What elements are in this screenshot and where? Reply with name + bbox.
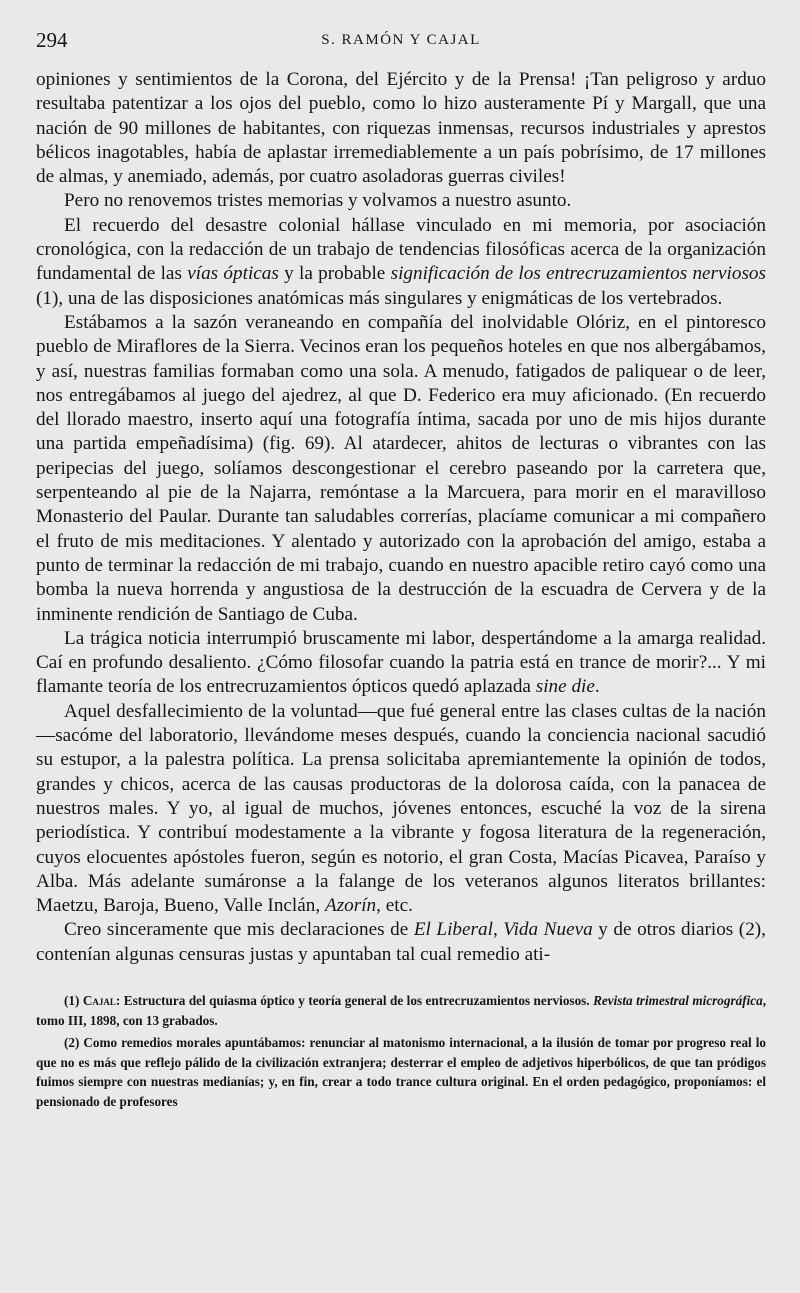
paragraph-6 — [36, 700, 766, 919]
footnote-1-text: Estructura del quiasma óptico y teoría general de los entrecruzamientos nerviosos. — [120, 992, 594, 1008]
paragraph-5-text-a: La trágica noticia interrumpió bruscamente mi labor, despertándome a la amarga realidad. Caí en profundo desaliento. ¿Cómo filosofar cuando la patria está en trance de morir?... Y mi flamante teoría de los entrecruzamientos ópticos quedó aplazada — [36, 627, 766, 698]
name-azorin: Azorín — [324, 895, 377, 917]
footnote-1-journal: Revista trimestral micrográfica — [593, 992, 763, 1008]
paragraph-7-text-c: y de otros diarios (2), contenían algunas censuras justas y apuntaban tal cual remedio ati- — [36, 919, 766, 965]
paragraph-7-text-b: , — [492, 919, 504, 941]
title-vida-nueva: Vida Nueva — [503, 919, 593, 941]
running-head: S. RAMÓN Y CAJAL — [321, 32, 481, 48]
footnotes — [36, 991, 766, 1112]
term-entrecruzamientos: significación de los entrecruzamientos nerviosos — [390, 263, 766, 285]
paragraph-3-text-c: (1), una de las disposiciones anatómicas más singulares y enigmáticas de los vertebrados. — [36, 287, 723, 309]
paragraph-6-text: Aquel desfallecimiento de la voluntad—que fué general entre las clases cultas de la nación—sacóme del laboratorio, llevándome meses después, cuando la conciencia nacional sacudió su estupor, a la palestra política. La prensa solicitaba apremiantemente la opinión de todos, grandes y chicos, acerca de las causas productoras de la dolorosa caída, con la panacea de nuestros males. Y yo, al igual de muchos, jóvenes entonces, escuché la voz de la sirena periodística. Y contribuí modestamente a la vibrante y fogosa literatura de la regeneración, cuyos elocuentes apóstoles fueron, según es notorio, el gran Costa, Macías Picavea, Paraíso y Alba. Más adelante sumáronse a la falange de los veteranos algunos literatos brillantes: Maetzu, Baroja, Bueno, Valle Inclán, — [36, 700, 766, 917]
paragraph-6-end: , etc. — [376, 895, 413, 917]
footnote-1-author: Cajal: — [82, 992, 121, 1008]
term-vias-opticas: vías ópticas — [187, 263, 279, 285]
paragraph-4: Estábamos a la sazón veraneando en compañía del inolvidable Olóriz, en el pintoresco pueblo de Miraflores de la Sierra. Vecinos eran los pequeños hoteles en que nos albergábamos, y así, nuestras familias formaban como una sola. A menudo, fatigados de paliquear o de leer, nos entregábamos al juego del ajedrez, al que D. Federico era muy aficionado. (En recuerdo del llorado maestro, inserto aquí una fotografía íntima, sacada por uno de mis hijos durante una partida empeñadísima) (fig. 69). Al atardecer, ahitos de lecturas o vibrantes con las peripecias del juego, solíamos descongestionar el cerebro paseando por la carretera que, serpenteando al pie de la Najarra, remóntase a la Marcuera, para morir en el maravilloso Monasterio del Paular. Durante tan saludables correrías, placíame comunicar a mi compañero el fruto de mis meditaciones. Y alentado y autorizado con la aprobación del amigo, estaba a punto de terminar la redacción de mi trabajo, cuando en nuestro apacible retiro cayó como una bomba la nueva horrenda y angustiosa de la destrucción de la escuadra de Cervera y de la inminente rendición de Santiago de Cuba. — [36, 311, 766, 625]
paragraph-2: Pero no renovemos tristes memorias y volvamos a nuestro asunto. — [64, 190, 572, 212]
term-sine-die: sine die — [535, 676, 595, 698]
paragraph-3-text-a: El recuerdo del desastre colonial hállase vinculado en mi memoria, por asociación cronológica, con la redacción de un trabajo de tendencias filosóficas acerca de la organización fundamental de las — [36, 214, 766, 285]
footnote-1 — [36, 991, 766, 1030]
title-el-liberal: El Liberal — [413, 919, 493, 941]
paragraph-5 — [36, 627, 766, 700]
paragraph-5-text-b: . — [594, 676, 600, 698]
paragraph-7 — [36, 918, 766, 967]
paragraph-3 — [36, 214, 766, 311]
paragraph-1: opiniones y sentimientos de la Corona, del Ejército y de la Prensa! ¡Tan peligroso y arduo resultaba patentizar a los ojos del pueblo, como lo hizo austeramente Pí y Margall, que una nación de 90 millones de habitantes, con riquezas inmensas, recursos industriales y aprestos bélicos inagotables, había de aplastar irremediablemente a un país pobrísimo, de 17 millones de almas, y anemiado, además, por cuatro asoladoras guerras civiles! — [36, 69, 766, 188]
page-number: 294 — [36, 28, 68, 52]
body-text — [36, 68, 766, 967]
paragraph-7-text-a: Creo sinceramente que mis declaraciones de — [64, 919, 414, 941]
footnote-1-end: , tomo III, 1898, con 13 grabados. — [36, 992, 767, 1028]
footnote-2: (2) Como remedios morales apuntábamos: renunciar al matonismo internacional, a la ilusión de tomar por progreso real lo que no es más que reflejo pálido de la civilización extranjera; desterrar el empleo de adjetivos hiperbólicos, de que tan pródigos fuimos siempre con nuestras medianías; y, en fin, crear a todo trance cultura original. En el orden pedagógico, proponíamos: el pensionado de profesores — [36, 1035, 766, 1109]
footnote-1-number: (1) — [64, 992, 80, 1008]
paragraph-3-text-b: y la probable — [278, 263, 391, 285]
page-header — [36, 22, 766, 56]
